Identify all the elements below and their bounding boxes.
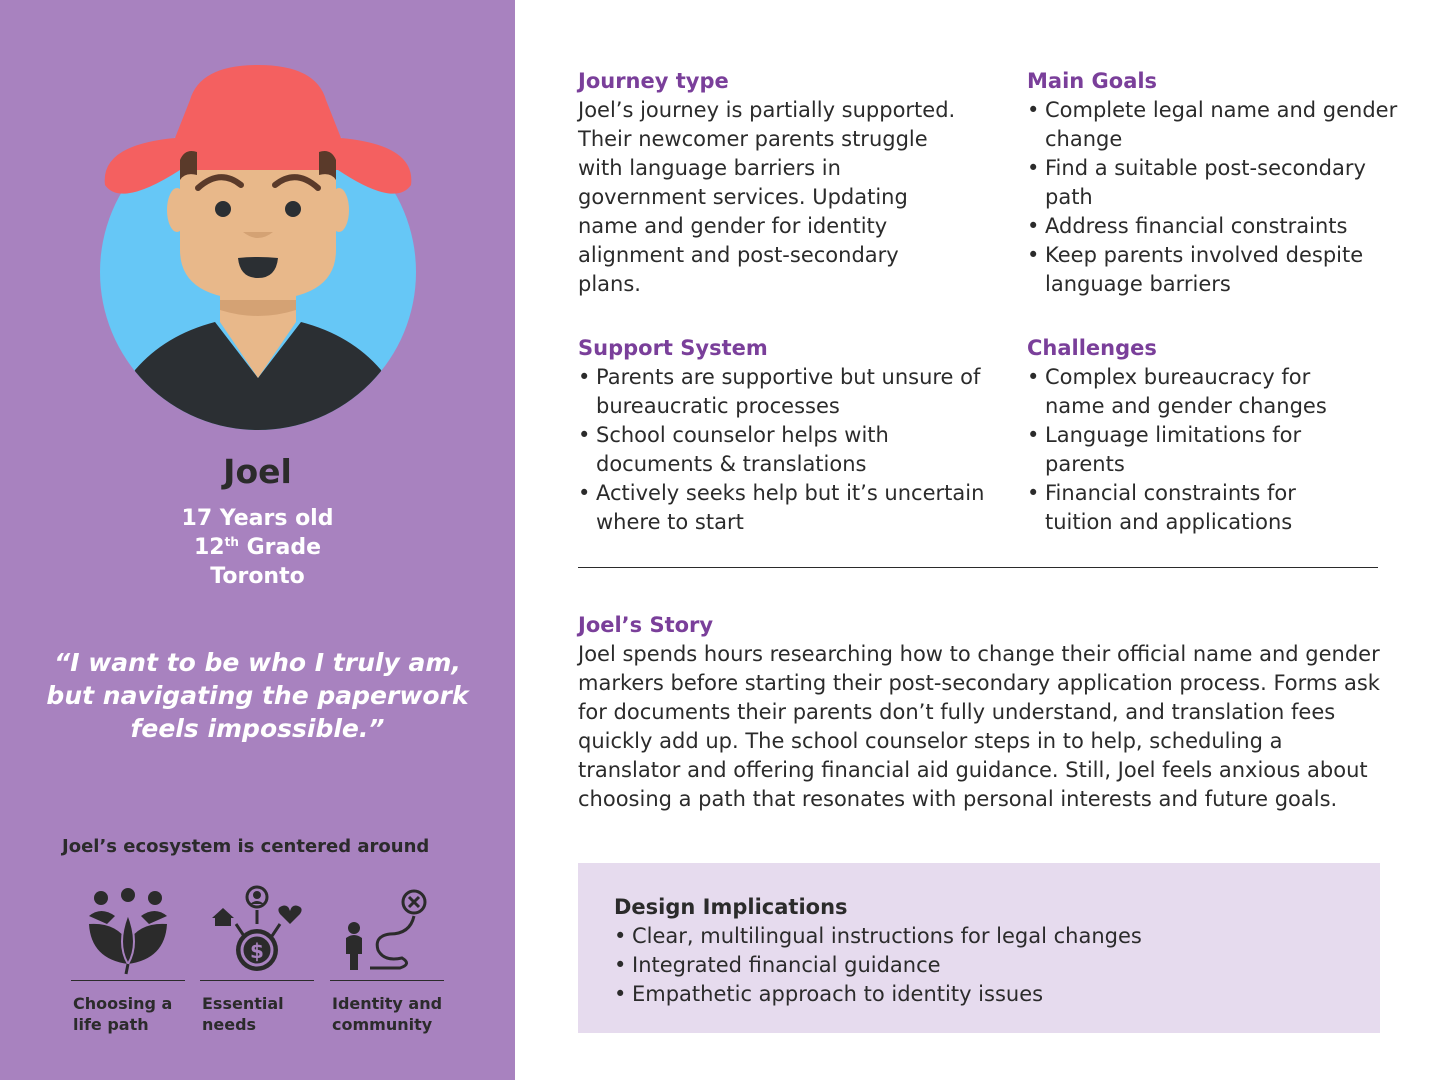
support-system-section bbox=[578, 334, 988, 537]
ecosystem-label: Choosing a life path bbox=[73, 994, 173, 1034]
list-item: • Complete legal name and gender change bbox=[1027, 96, 1407, 154]
list-item: • Financial constraints for tuition and applications bbox=[1027, 479, 1367, 537]
ecosystem-item-essential-needs bbox=[200, 884, 314, 1035]
svg-text:$: $ bbox=[250, 939, 264, 963]
list-item: • Find a suitable post-secondary path bbox=[1027, 154, 1407, 212]
section-heading: Main Goals bbox=[1027, 69, 1158, 93]
persona-city: Toronto bbox=[210, 564, 305, 589]
section-heading: Support System bbox=[578, 336, 768, 360]
challenges-section bbox=[1027, 334, 1367, 537]
persona-details bbox=[0, 504, 515, 591]
list-item: • Empathetic approach to identity issues bbox=[614, 980, 1344, 1009]
persona-quote: “I want to be who I truly am, but navigating the paperwork feels impossible.” bbox=[46, 648, 469, 743]
list-item: • School counselor helps with documents & translations bbox=[578, 421, 988, 479]
list-item: • Address financial constraints bbox=[1027, 212, 1407, 241]
list-item: • Integrated financial guidance bbox=[614, 951, 1344, 980]
goals-list bbox=[1027, 96, 1407, 299]
list-item: • Complex bureaucracy for name and gender changes bbox=[1027, 363, 1367, 421]
divider bbox=[578, 567, 1378, 568]
ecosystem-item-life-path bbox=[71, 884, 185, 1035]
list-item: • Parents are supportive but unsure of bureaucratic processes bbox=[578, 363, 988, 421]
ecosystem-label: Essential needs bbox=[202, 994, 284, 1034]
list-item: • Language limitations for parents bbox=[1027, 421, 1367, 479]
story-section bbox=[578, 611, 1383, 814]
journey-type-section bbox=[578, 67, 963, 299]
sprout-people-icon bbox=[71, 884, 185, 976]
journey-text: Joel’s journey is partially supported. Their newcomer parents struggle with language barriers in government services. Updating name and gender for identity alignment and post-secondary plans. bbox=[578, 98, 956, 296]
list-item: • Clear, multilingual instructions for legal changes bbox=[614, 922, 1344, 951]
section-heading: Joel’s Story bbox=[578, 613, 714, 637]
list-item: • Actively seeks help but it’s uncertain where to start bbox=[578, 479, 988, 537]
implications-list bbox=[614, 922, 1344, 1009]
section-heading: Journey type bbox=[578, 69, 729, 93]
ecosystem-item-identity bbox=[330, 884, 444, 1035]
avatar bbox=[95, 60, 425, 435]
main-goals-section bbox=[1027, 67, 1407, 299]
persona-grade: 12th Grade bbox=[194, 535, 321, 560]
section-heading: Challenges bbox=[1027, 336, 1157, 360]
design-implications-box bbox=[578, 863, 1380, 1033]
ecosystem-label: Identity and community bbox=[332, 994, 443, 1034]
ecosystem-title: Joel’s ecosystem is centered around bbox=[62, 836, 430, 857]
money-needs-icon bbox=[200, 884, 314, 976]
person-path-icon bbox=[330, 884, 444, 976]
persona-age: 17 Years old bbox=[181, 506, 334, 531]
section-heading: Design Implications bbox=[614, 895, 848, 919]
story-text: Joel spends hours researching how to change their official name and gender markers before starting their post-secondary application process. Forms ask for documents their parents don’t fully understand, and translation fees quickly add up. The school counselor steps in to help, scheduling a translator and offering financial aid guidance. Still, Joel feels anxious about choosing a path that resonates with personal interests and future goals. bbox=[578, 642, 1380, 811]
persona-panel bbox=[0, 0, 515, 1080]
list-item: • Keep parents involved despite language barriers bbox=[1027, 241, 1407, 299]
support-list bbox=[578, 363, 988, 537]
challenges-list bbox=[1027, 363, 1367, 537]
persona-name: Joel bbox=[223, 452, 292, 491]
